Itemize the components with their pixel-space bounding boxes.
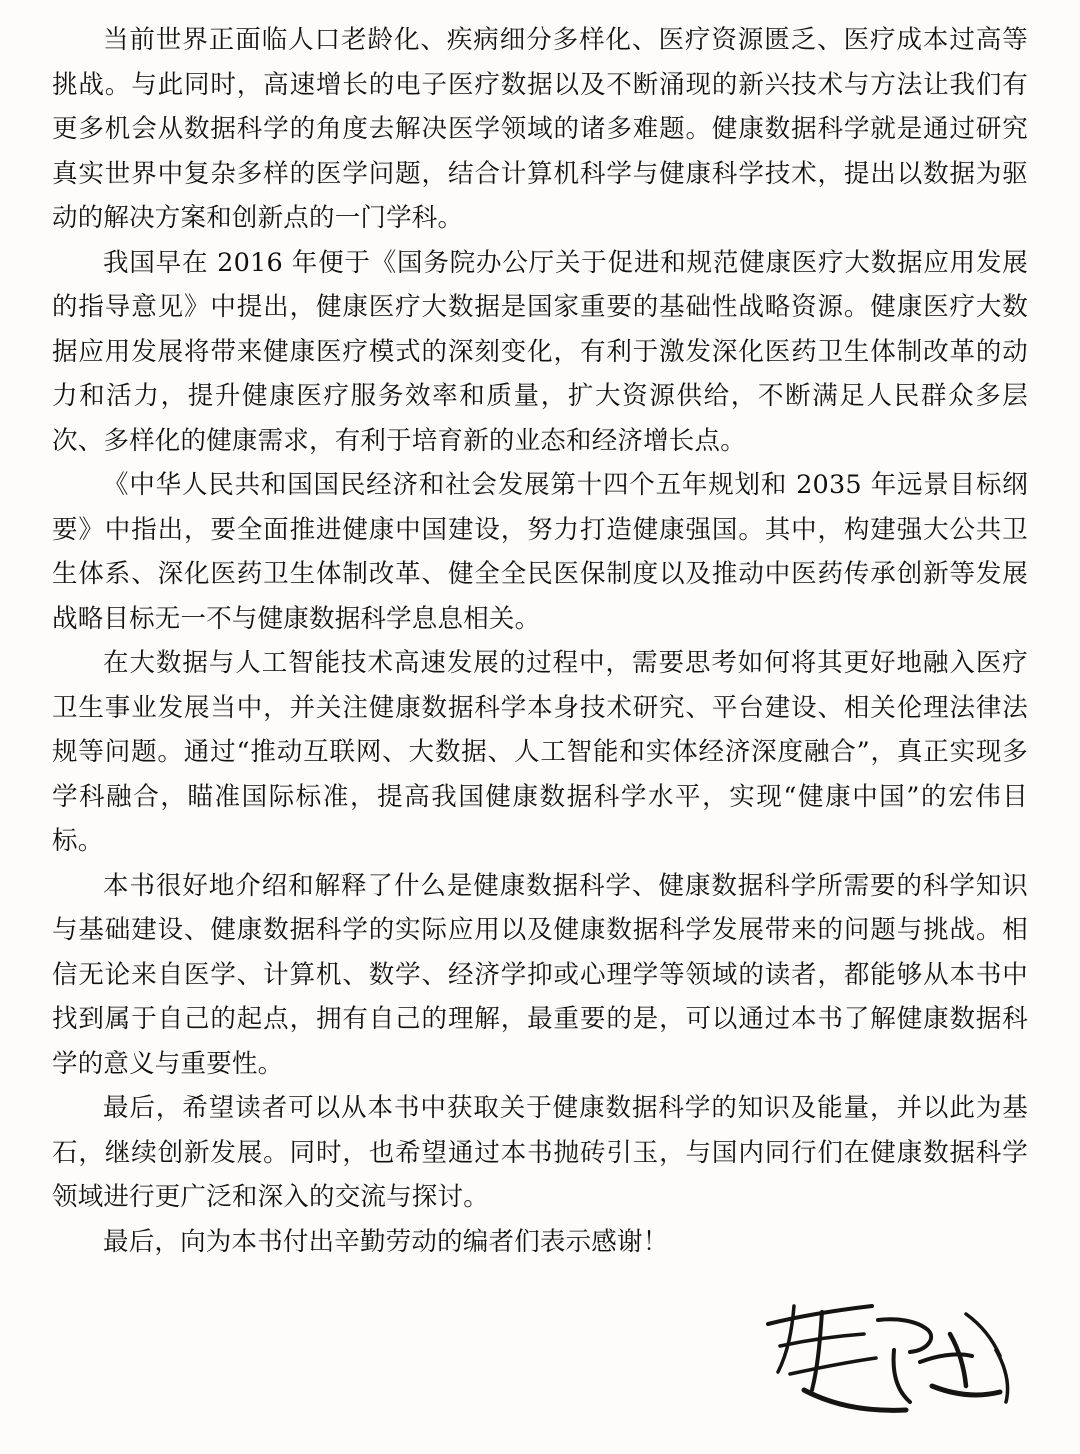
preface-body [52,18,1028,1264]
paragraph-4: 在大数据与人工智能技术高速发展的过程中，需要思考如何将其更好地融入医疗卫生事业发展当中，并关注健康数据科学本身技术研究、平台建设、相关伦理法律法规等问题。通过“推动互联网、大数据、人工智能和实体经济深度融合”，真正实现多学科融合，瞄准国际标准，提高我国健康数据科学水平，实现“健康中国”的宏伟目标。 [52,648,1028,856]
paragraph-5: 本书很好地介绍和解释了什么是健康数据科学、健康数据科学所需要的科学知识与基础建设、健康数据科学的实际应用以及健康数据科学发展带来的问题与挑战。相信无论来自医学、计算机、数学、经济学抑或心理学等领域的读者，都能够从本书中找到属于自己的起点，拥有自己的理解，最重要的是，可以通过本书了解健康数据科学的意义与重要性。 [52,870,1028,1079]
handwritten-signature [760,1290,1020,1420]
paragraph-2: 我国早在 2016 年便于《国务院办公厅关于促进和规范健康医疗大数据应用发展的指导意见》中提出，健康医疗大数据是国家重要的基础性战略资源。健康医疗大数据应用发展将带来健康医疗模式的深刻变化，有利于激发深化医药卫生体制改革的动力和活力，提升健康医疗服务效率和质量，扩大资源供给，不断满足人民群众多层次、多样化的健康需求，有利于培育新的业态和经济增长点。 [52,247,1028,456]
paragraph-7: 最后，向为本书付出辛勤劳动的编者们表示感谢！ [103,1226,669,1257]
paragraph-3: 《中华人民共和国国民经济和社会发展第十四个五年规划和 2035 年远景目标纲要》中指出，要全面推进健康中国建设，努力打造健康强国。其中，构建强大公共卫生体系、深化医药卫生体制改革、健全全民医保制度以及推动中医药传承创新等发展战略目标无一不与健康数据科学息息相关。 [52,470,1028,634]
paragraph-1: 当前世界正面临人口老龄化、疾病细分多样化、医疗资源匮乏、医疗成本过高等挑战。与此同时，高速增长的电子医疗数据以及不断涌现的新兴技术与方法让我们有更多机会从数据科学的角度去解决医学领域的诸多难题。健康数据科学就是通过研究真实世界中复杂多样的医学问题，结合计算机科学与健康科学技术，提出以数据为驱动的解决方案和创新点的一门学科。 [52,25,1028,233]
paragraph-6: 最后，希望读者可以从本书中获取关于健康数据科学的知识及能量，并以此为基石，继续创新发展。同时，也希望通过本书抛砖引玉，与国内同行们在健康数据科学领域进行更广泛和深入的交流与探讨。 [52,1093,1028,1212]
